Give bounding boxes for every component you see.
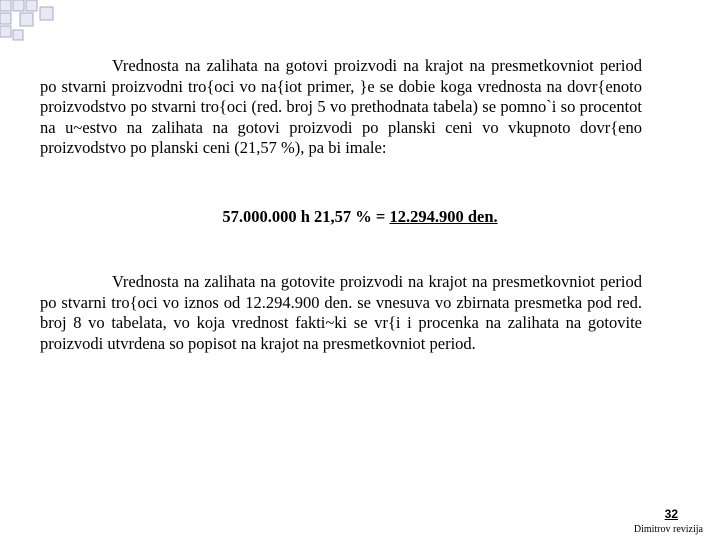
calculation-formula [0, 207, 720, 227]
body-paragraph-2: Vrednosta na zalihata na gotovite proizvodi na krajot na presmetkovniot period po stvarni tro{oci vo iznos od 12.294.900 den. se vnesuva vo zbirnata presmetka pod red. broj 8 vo tabelata, vo koja vrednost fakti~ki se vr{i i procenka na zalihata na gotovite proizvodi utvrdena so popisot na krajot na presmetkovniot period. [40, 272, 642, 353]
corner-decoration [0, 0, 60, 44]
decor-square [13, 30, 23, 40]
formula-result: 12.294.900 den. [389, 207, 498, 226]
decor-square [0, 13, 11, 24]
formula-expression: 57.000.000 h 21,57 % = [222, 207, 390, 226]
body-paragraph-1: Vrednosta na zalihata na gotovi proizvodi na krajot na presmetkovniot period po stvarni proizvodni tro{oci vo na{iot primer, }e se dobie koga vrednosta na dovr{enoto proizvodstvo po stvarni tro{oci (red. broj 5 vo prethodnata tabela) se pomno`i so procentot na u~estvo na zalihata na gotovi proizvodi po planski ceni vo vkupnoto dovr{eno proizvodstvo po planski ceni (21,57 %), pa bi imale: [40, 56, 642, 157]
decor-square [26, 0, 37, 11]
decor-square [0, 26, 11, 37]
decor-square [40, 7, 53, 20]
footer-author: Dimitrov revizija [633, 524, 703, 535]
decor-square [0, 0, 11, 11]
decor-square [20, 13, 33, 26]
decor-square [13, 0, 24, 11]
slide-number: 32 [664, 507, 678, 521]
